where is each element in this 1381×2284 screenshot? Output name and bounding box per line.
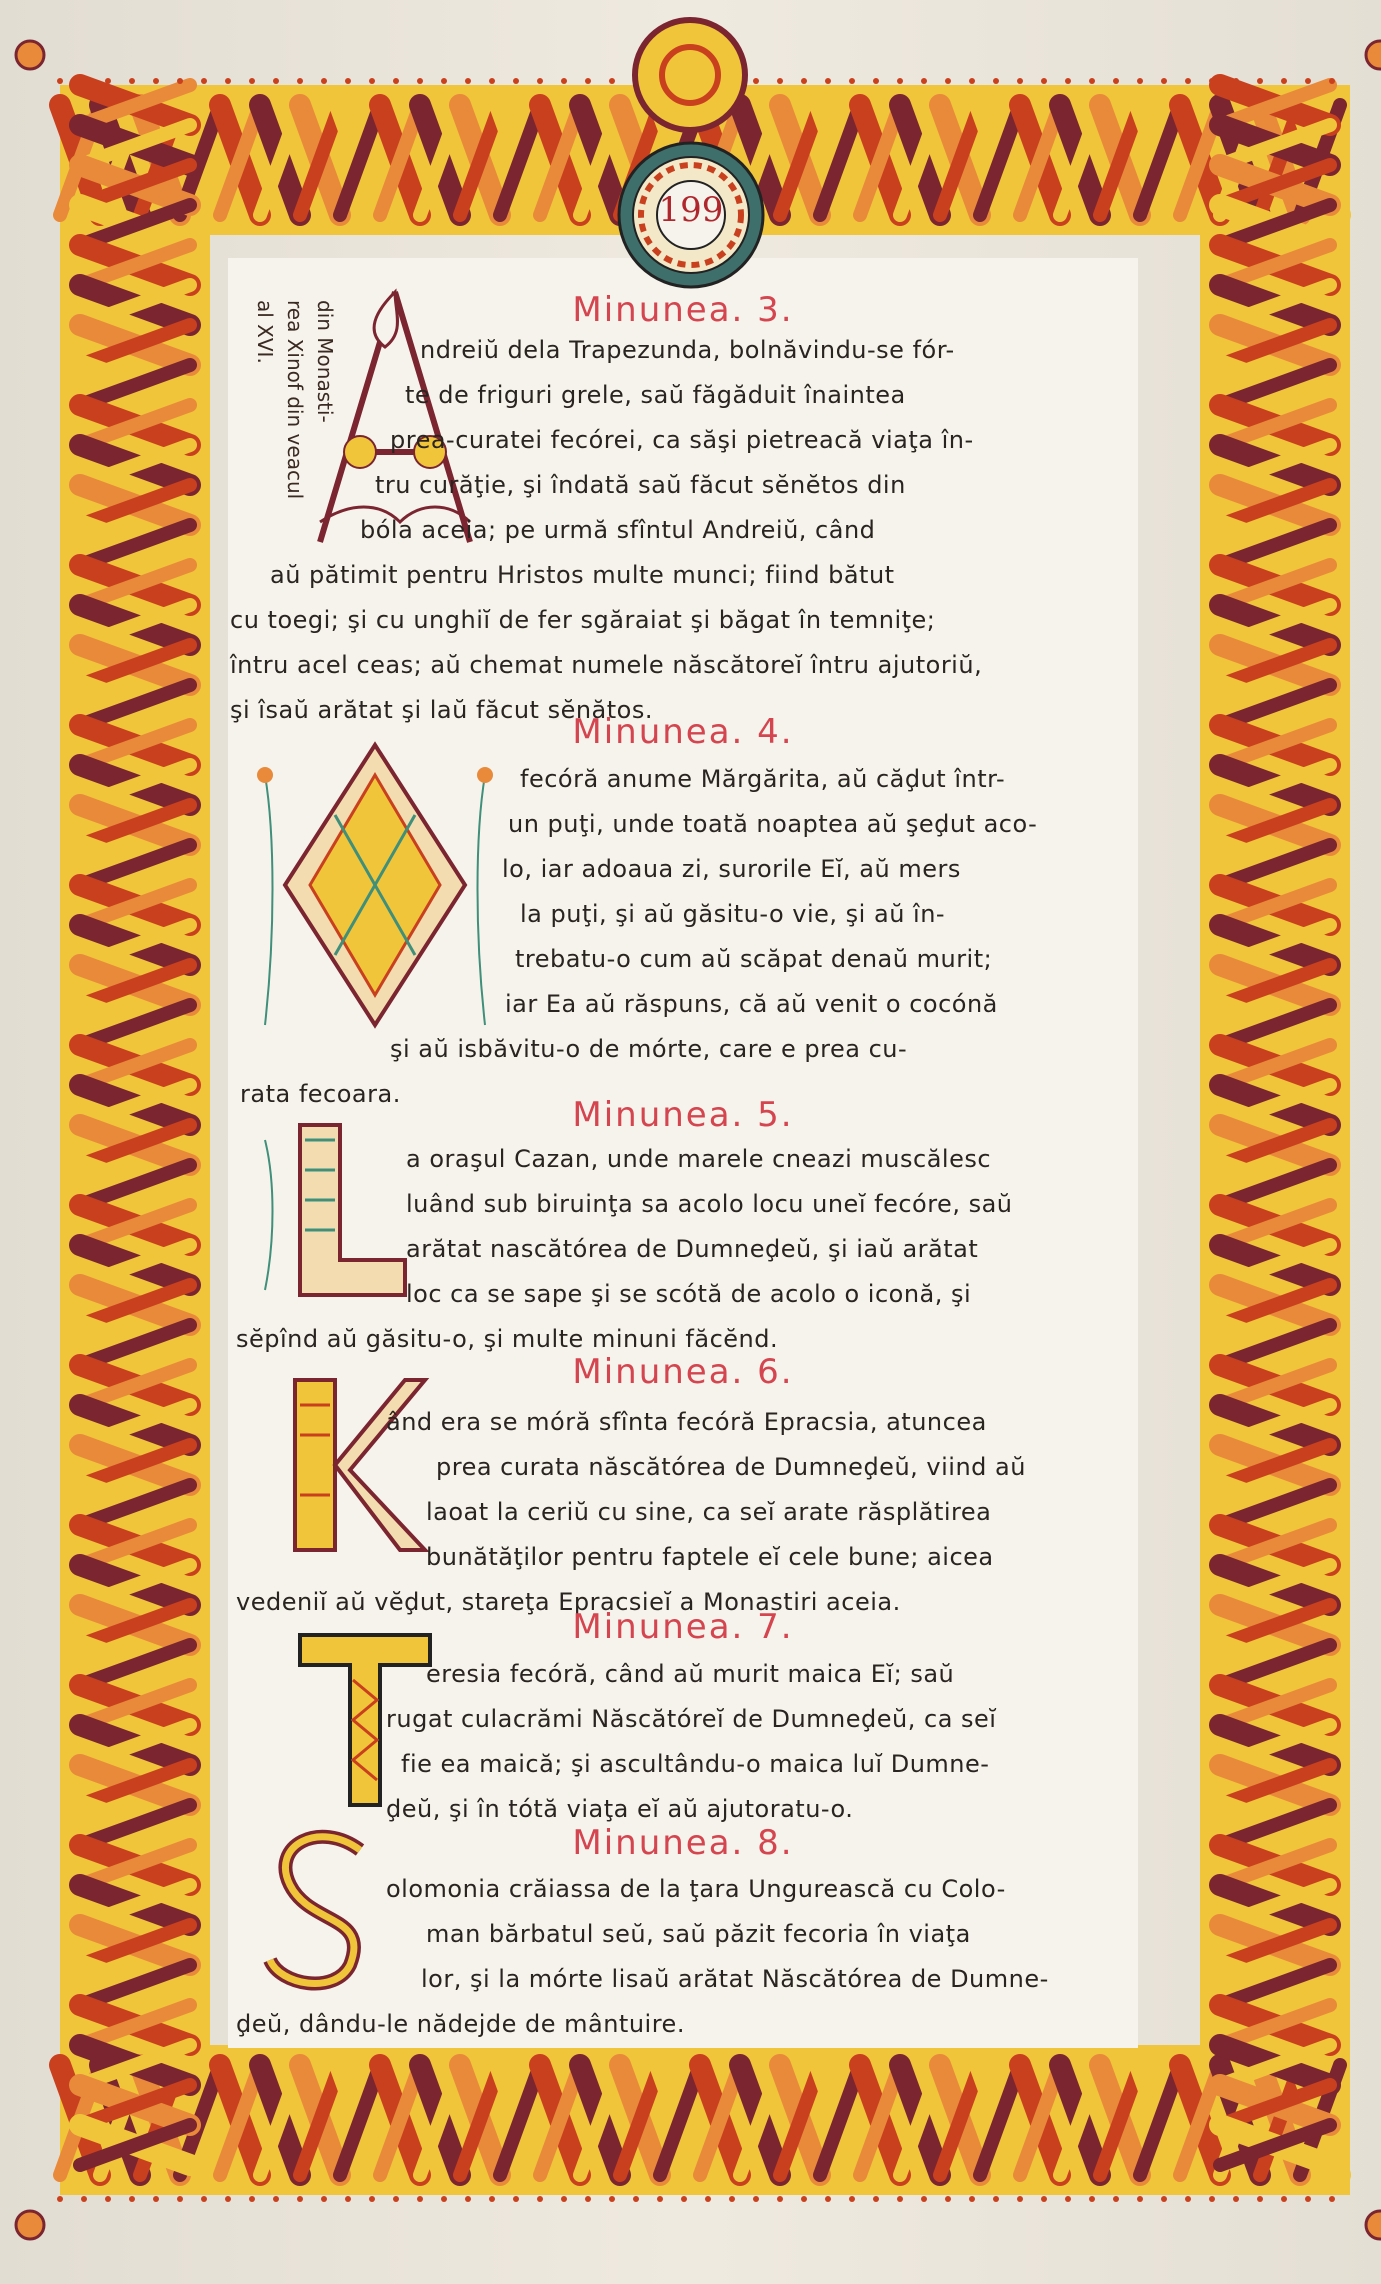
border-dot [273,78,279,84]
border-dot [849,78,855,84]
miracle-text-6 [236,1400,1026,1625]
text-line: ndreiŭ dela Trapezunda, bolnăvindu-se fór- [420,336,955,364]
page-number: 199 [658,190,724,230]
text-line: man bărbatul seŭ, saŭ păzit fecoria în viaţa [426,1920,971,1948]
border-dot [225,2196,231,2202]
text-line: rata fecoara. [240,1080,401,1108]
border-dot [1137,2196,1143,2202]
text-line: ḑeŭ, şi în tótă viaţa eĭ aŭ ajutoratu-o. [386,1795,854,1823]
text-line: prea curata născătórea de Dumneḑeŭ, viind aŭ [436,1453,1026,1481]
border-dot [777,78,783,84]
border-dot [273,2196,279,2202]
border-dot [945,78,951,84]
text-line: bóla aceia; pe urmă sfîntul Andreiŭ, când [360,516,876,544]
border-dot [201,78,207,84]
border-dot [969,2196,975,2202]
side-note-line: al XVI. [253,300,277,364]
text-line: laoat la ceriŭ cu sine, ca seĭ arate răsplătirea [426,1498,992,1526]
border-dot [1041,78,1047,84]
border-dot [1209,2196,1215,2202]
border-dot [945,2196,951,2202]
border-dot [321,78,327,84]
side-note-line: din Monasti- [313,300,337,423]
border-dot [513,2196,519,2202]
border-dot [1113,78,1119,84]
miracle-text-4 [240,757,1037,1117]
border-dot [1089,2196,1095,2202]
miracle-text-5 [236,1137,1013,1362]
border-dot [1305,78,1311,84]
border-dot [753,2196,759,2202]
border-dot [849,2196,855,2202]
border-dot [801,78,807,84]
border-dot [873,78,879,84]
text-line: ând era se móră sfînta fecóră Epracsia, atuncea [386,1408,987,1436]
border-dot [1233,78,1239,84]
text-line: şi aŭ isbăvitu-o de mórte, care e prea cu- [390,1035,908,1063]
border-dot [537,2196,543,2202]
border-dot [369,2196,375,2202]
corner-flourish [16,41,44,69]
border-dot [825,2196,831,2202]
initial-letter: K [255,1375,256,1376]
border-dot [1161,2196,1167,2202]
border-dot [1017,2196,1023,2202]
border-dot [417,78,423,84]
initial-letter: A [300,282,301,283]
border-dot [561,78,567,84]
text-line: trebatu-o cum aŭ scăpat denaŭ murit; [515,945,993,973]
border-dot [681,2196,687,2202]
border-dot [921,2196,927,2202]
border-dot [561,2196,567,2202]
border-dot [585,78,591,84]
border-dot [297,2196,303,2202]
border-dot [489,78,495,84]
text-line: fecóră anume Mărgărita, aŭ căḑut într- [520,765,1006,793]
border-dot [1329,2196,1335,2202]
border-dot [1185,78,1191,84]
side-note-line: rea Xinof din veacul [283,300,307,500]
initial-letter: L [255,1120,256,1121]
text-line: un puţi, unde toată noaptea aŭ şeḑut aco- [508,810,1038,838]
border-dot [153,78,159,84]
initial-letter: O [245,735,246,736]
border-dot [1041,2196,1047,2202]
text-line: tru curăţie, şi îndată saŭ făcut sĕnĕtos din [375,471,906,499]
initial-letter: S [250,1825,251,1826]
text-line: a oraşul Cazan, unde marele cneazi muscălesc [406,1145,992,1173]
miracle-text-7 [236,1652,996,1832]
border-dot [177,78,183,84]
text-line: te de friguri grele, saŭ făgăduit înaintea [405,381,906,409]
border-dot [897,78,903,84]
text-line: ḑeŭ, dându-le nădejde de mântuire. [236,2010,685,2038]
text-line: bunătăţilor pentru faptele eĭ cele bune; aicea [426,1543,994,1571]
border-dot [105,78,111,84]
border-dot [81,2196,87,2202]
border-dot [345,2196,351,2202]
border-dot [1233,2196,1239,2202]
miracle-title-5: Minunea. 5. [572,1095,794,1135]
border-dot [249,2196,255,2202]
border-dot [177,2196,183,2202]
border-dot [537,78,543,84]
initial-letter: T [295,1630,296,1631]
border-dot [465,2196,471,2202]
border-dot [369,78,375,84]
border-dot [1065,78,1071,84]
miracle-text-3 [230,328,982,733]
border-dot [777,2196,783,2202]
text-line: sĕpînd aŭ găsitu-o, şi multe minuni făcĕnd. [236,1325,779,1353]
border-dot [417,2196,423,2202]
text-line: vedeniĭ aŭ vĕḑut, stareţa Epracsieĭ a Monastiri aceia. [236,1588,901,1616]
border-dot [81,78,87,84]
border-dot [249,78,255,84]
border-dot [1065,2196,1071,2202]
miracle-title-8: Minunea. 8. [572,1823,794,1863]
miracle-text-8 [236,1867,1049,2047]
border-dot [321,2196,327,2202]
text-line: rugat culacrămi Născătóreĭ de Dumneḑeŭ, ca seĭ [386,1705,997,1733]
border-dot [657,2196,663,2202]
border-dot [1281,78,1287,84]
border-dot [609,2196,615,2202]
border-dot [585,2196,591,2202]
border-dot [57,78,63,84]
corner-flourish [16,2211,44,2239]
border-dot [1257,2196,1263,2202]
corner-flourish [1366,2211,1381,2239]
corner-flourish [1366,41,1381,69]
border-dot [609,78,615,84]
border-dot [1089,78,1095,84]
border-dot [393,2196,399,2202]
border-dot [129,78,135,84]
text-line: lor, şi la mórte lisaŭ arătat Născătórea de Dumne- [421,1965,1049,1993]
border-dot [993,2196,999,2202]
border-dot [153,2196,159,2202]
text-line: lo, iar adoaua zi, surorile Eĭ, aŭ mers [502,855,961,883]
border-dot [393,78,399,84]
border-dot [1137,78,1143,84]
border-dot [801,2196,807,2202]
border-dot [705,2196,711,2202]
text-line: aŭ pătimit pentru Hristos multe munci; fiind bătut [270,561,895,589]
miracle-title-6: Minunea. 6. [572,1352,794,1392]
miracle-title-7: Minunea. 7. [572,1607,794,1647]
text-line: fie ea maică; şi ascultându-o maica luĭ Dumne- [401,1750,990,1778]
miracle-title-3: Minunea. 3. [572,290,794,330]
text-line: şi îsaŭ arătat şi laŭ făcut sĕnătos. [230,696,653,724]
border-dot [753,78,759,84]
miracle-title-4: Minunea. 4. [572,712,794,752]
border-dot [441,2196,447,2202]
border-dot [105,2196,111,2202]
border-dot [1185,2196,1191,2202]
border-dot [465,78,471,84]
text-line: loc ca se sape şi se scótă de acolo o iconă, şi [406,1280,972,1308]
border-dot [129,2196,135,2202]
border-dot [969,78,975,84]
border-dot [729,2196,735,2202]
border-dot [825,78,831,84]
border-dot [1113,2196,1119,2202]
text-line: la puţi, şi aŭ găsitu-o vie, şi aŭ în- [520,900,946,928]
top-knot [635,20,745,130]
border-dot [1161,78,1167,84]
border-dot [921,78,927,84]
border-dot [489,2196,495,2202]
border-dot [441,78,447,84]
text-line: arătat nascătórea de Dumneḑeŭ, şi iaŭ arătat [406,1235,979,1263]
text-line: cu toegi; şi cu unghiĭ de fer sgăraiat şi băgat în temniţe; [230,606,936,634]
border-dot [1257,78,1263,84]
border-dot [873,2196,879,2202]
text-line: prea-curatei fecórei, ca săşi pietreacă viaţa în- [390,426,974,454]
text-line: luând sub biruinţa sa acolo locu uneĭ fecóre, saŭ [406,1190,1013,1218]
border-dot [201,2196,207,2202]
border-dot [513,78,519,84]
text-line: iar Ea aŭ răspuns, că aŭ venit o cocónă [505,990,998,1018]
border-dot [345,78,351,84]
border-dot [225,78,231,84]
border-dot [1305,2196,1311,2202]
text-line: olomonia crăiassa de la ţara Ungurească cu Colo- [386,1875,1006,1903]
border-dot [57,2196,63,2202]
border-dot [633,2196,639,2202]
border-dot [1017,78,1023,84]
border-dot [1329,78,1335,84]
border-dot [1209,78,1215,84]
border-dot [993,78,999,84]
border-dot [897,2196,903,2202]
border-dot [1281,2196,1287,2202]
text-line: întru acel ceas; aŭ chemat numele născătoreĭ întru ajutoriŭ, [230,651,983,679]
border-dot [297,78,303,84]
text-line: eresia fecóră, când aŭ murit maica Eĭ; saŭ [426,1660,955,1688]
